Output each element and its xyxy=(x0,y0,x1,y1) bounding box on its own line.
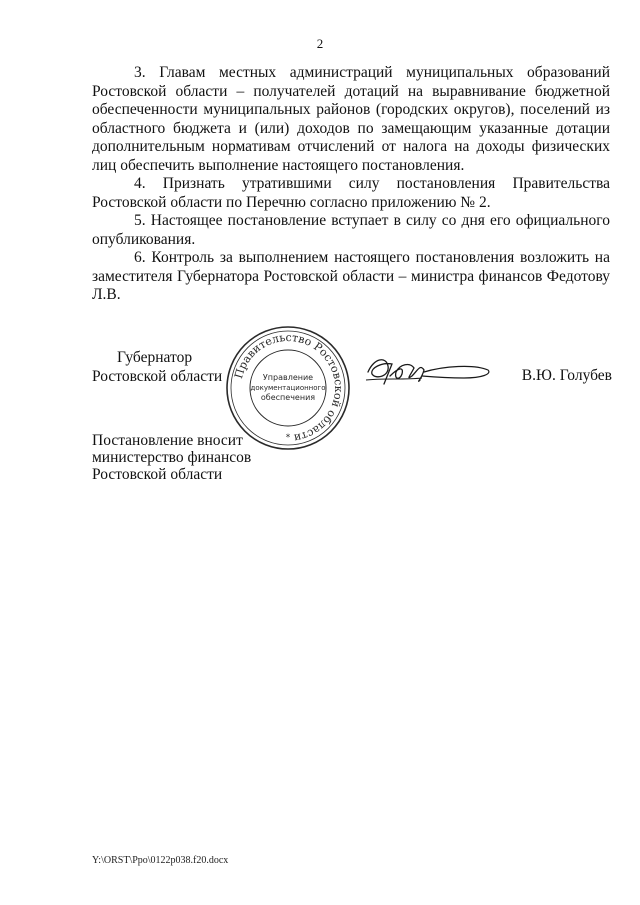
seal-inner-line1: Управление xyxy=(262,373,314,382)
signature-flourish xyxy=(422,366,489,378)
signature-block xyxy=(0,320,640,450)
page-number: 2 xyxy=(316,36,324,51)
document-body xyxy=(92,64,610,305)
seal-inner-line2: документационного xyxy=(250,384,326,392)
paragraph-4: 4. Признать утратившими силу постановления Правительства Ростовской области по Перечню согласно приложению № 2. xyxy=(92,175,610,211)
signatory-name: В.Ю. Голубев xyxy=(521,367,612,384)
submitter-line2: министерство финансов xyxy=(92,449,252,466)
file-path: Y:\ORST\Ppo\0122p038.f20.docx xyxy=(92,855,229,866)
signature-strokes xyxy=(368,360,424,384)
signatory-region: Ростовской области xyxy=(92,368,223,385)
paragraph-5: 5. Настоящее постановление вступает в силу со дня его официального опубликования. xyxy=(92,212,610,248)
signatory-position: Губернатор xyxy=(117,349,193,366)
seal-star-icon: * xyxy=(285,433,291,443)
seal-outer-text: Правительство Ростовской области xyxy=(231,330,346,445)
submitter-line3: Ростовской области xyxy=(92,466,223,483)
signature-underline xyxy=(366,378,422,380)
submitter-block xyxy=(92,432,251,483)
submitter-line1: Постановление вносит xyxy=(92,432,243,449)
handwritten-signature xyxy=(364,350,494,390)
seal-inner-line3: обеспечения xyxy=(260,393,316,402)
signatory-title xyxy=(92,348,222,386)
paragraph-3: 3. Главам местных администраций муниципальных образований Ростовской области – получателей дотаций на выравнивание бюджетной обеспеченности муниципальных районов (городских округов), поселений из областного бюджета и (или) доходов по замещающим указанные дотации дополнительным нормативам отчислений от налога на доходы физических лиц обеспечить выполнение настоящего постановления. xyxy=(92,64,610,174)
paragraph-6: 6. Контроль за выполнением настоящего постановления возложить на заместителя Губернатора Ростовской области – министра финансов Федотову Л.В. xyxy=(92,249,610,303)
